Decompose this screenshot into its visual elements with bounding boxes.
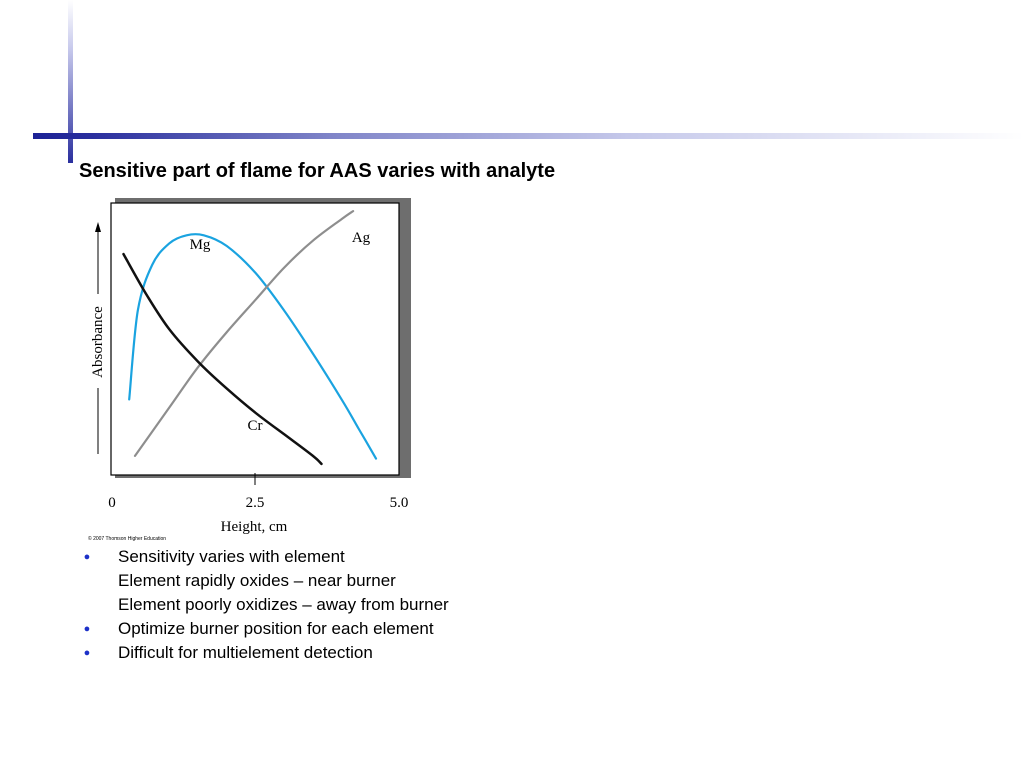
bullet-dot-icon: ● [83, 623, 91, 635]
slide-title: Sensitive part of flame for AAS varies with analyte [79, 160, 556, 182]
absorbance-chart [80, 192, 420, 544]
bullet-dot-icon: ● [83, 647, 91, 659]
bullet-dot-icon: ● [83, 551, 91, 563]
copyright-text: © 2007 Thomson Higher Education [88, 536, 167, 542]
x-tick-label-5-0: 5.0 [389, 495, 409, 511]
bullet-item [80, 617, 780, 641]
bullet-subtext: Element poorly oxidizes – away from burner [118, 595, 449, 614]
series-label-cr: Cr [247, 418, 263, 434]
x-axis-label: Height, cm [220, 519, 288, 535]
bullet-item [80, 545, 780, 617]
y-arrow-head [95, 222, 101, 232]
x-tick-label-2-5: 2.5 [245, 495, 265, 511]
bullet-subtext: Element rapidly oxides – near burner [118, 571, 396, 590]
bullet-list [80, 545, 780, 665]
decorative-horizontal-bar [33, 133, 1024, 139]
bullet-text: Difficult for multielement detection [118, 643, 373, 662]
y-axis-label: Absorbance [90, 306, 106, 378]
chart-svg [80, 192, 420, 544]
bullet-text: Sensitivity varies with element [118, 547, 345, 566]
x-tick-label-0: 0 [108, 495, 116, 511]
series-label-ag: Ag [351, 230, 371, 246]
bullet-text: Optimize burner position for each element [118, 619, 434, 638]
series-label-mg: Mg [189, 237, 211, 253]
bullet-item [80, 641, 780, 665]
